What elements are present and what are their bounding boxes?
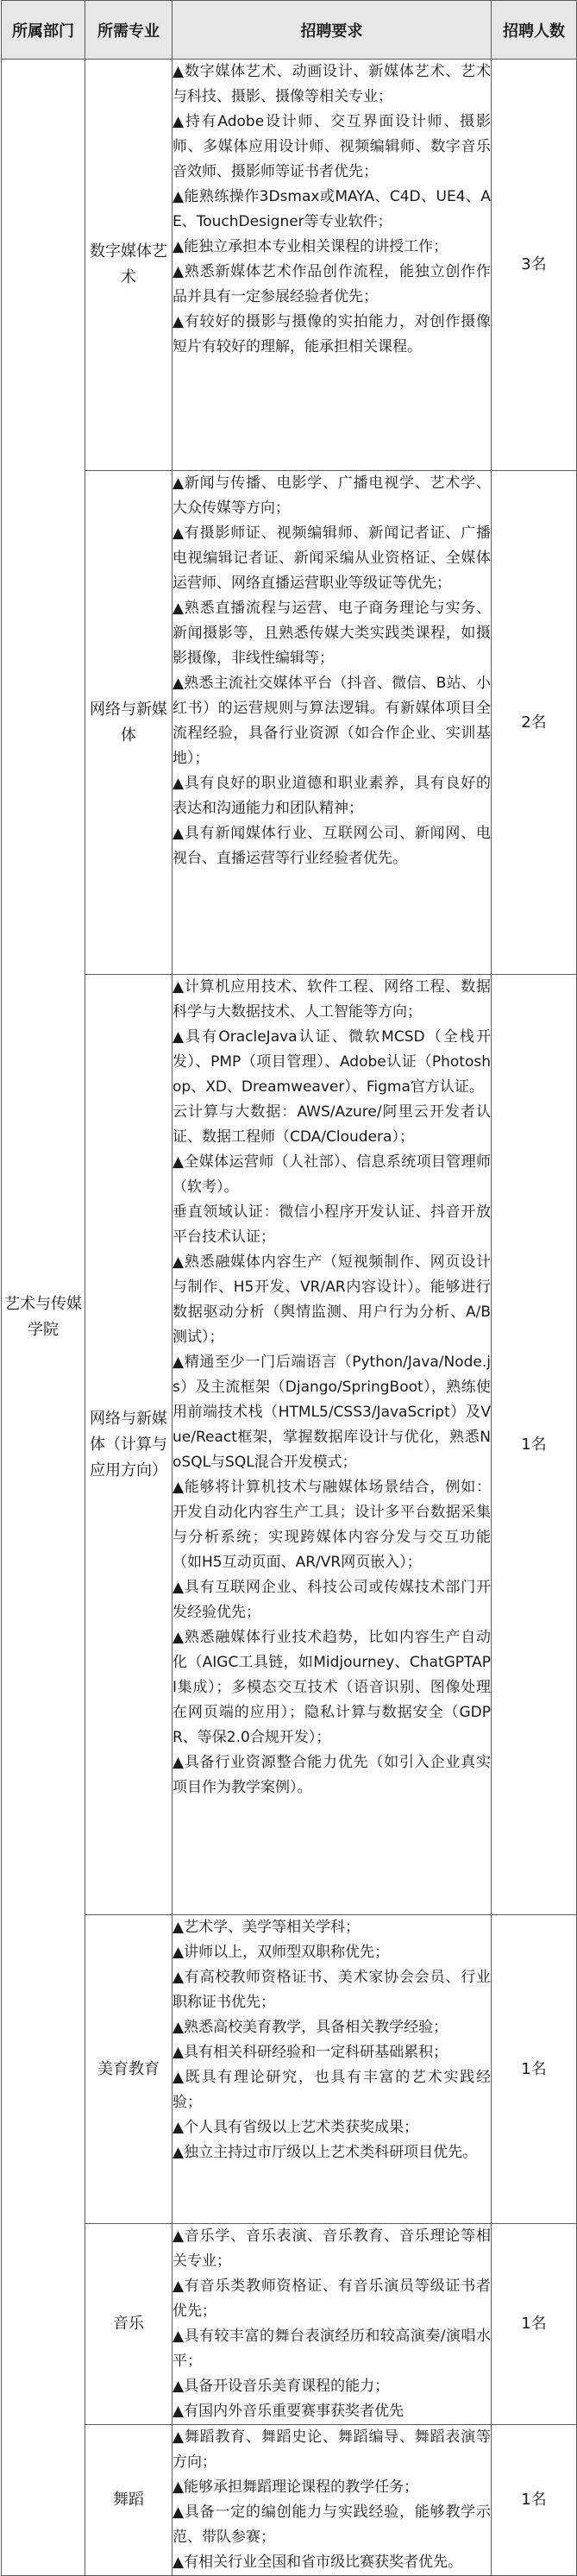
requirement-item: ▲持有Adobe设计师、交互界面设计师、摄影师、多媒体应用设计师、视频编辑师、数字音乐音效师、摄影师等证书者优先； bbox=[172, 113, 491, 180]
requirement-item: ▲讲师以上，双师型双职称优先； bbox=[172, 1944, 390, 1961]
requirement-item: ▲具有OracleJava认证、微软MCSD（全栈开发）、PMP（项目管理）、Adobe认证（Photoshop、XD、Dreamweaver）、Figma官方认证。 bbox=[172, 1028, 491, 1096]
requirement-item: ▲有高校教师资格证书、美术家协会会员、行业职称证书优先； bbox=[172, 1969, 491, 2011]
table-row bbox=[2, 975, 577, 1915]
header-row bbox=[2, 1, 577, 60]
requirements-cell bbox=[172, 2425, 492, 2576]
count-cell: 3名 bbox=[492, 60, 577, 471]
requirement-item: ▲新闻与传播、电影学、广播电视学、艺术学、大众传媒等方向； bbox=[172, 474, 491, 517]
table-row bbox=[2, 2425, 577, 2576]
requirement-item: ▲数字媒体艺术、动画设计、新媒体艺术、艺术与科技、摄影、摄像等相关专业； bbox=[172, 63, 491, 105]
major-cell: 网络与新媒体（计算与应用方向） bbox=[85, 975, 172, 1915]
requirements-cell bbox=[172, 60, 492, 471]
requirement-item: ▲艺术学、美学等相关学科； bbox=[172, 1919, 361, 1936]
header-count: 招聘人数 bbox=[492, 1, 577, 60]
requirement-item: ▲计算机应用技术、软件工程、网络工程、数据科学与大数据技术、人工智能等方向； bbox=[172, 978, 491, 1021]
requirement-item: ▲具有相关科研经验和一定科研基础累积； bbox=[172, 2044, 448, 2061]
requirement-item: ▲具有良好的职业道德和职业素养，具有良好的表达和沟通能力和团队精神； bbox=[172, 775, 491, 817]
count-cell: 1名 bbox=[492, 2425, 577, 2576]
requirement-item: 垂直领域认证：微信小程序开发认证、抖音开放平台技术认证； bbox=[172, 1203, 491, 1246]
major-cell: 音乐 bbox=[85, 2224, 172, 2425]
requirements-cell bbox=[172, 471, 492, 975]
requirement-item: ▲熟悉融媒体行业技术趋势，比如内容生产自动化（AIGC工具链，如Midjourney、ChatGPTAPI集成）；多模态交互技术（语音识别、图像处理在网页端的应用）；隐私计算与数据安全（GDPR、等保2.0合规开发）； bbox=[172, 1629, 491, 1746]
requirement-item: ▲能够将计算机技术与融媒体场景结合，例如：开发自动化内容生产工具；设计多平台数据采集与分析系统；实现跨媒体内容分发与交互功能（如H5互动页面、AR/VR网页嵌入）； bbox=[172, 1479, 491, 1571]
requirement-item: ▲具有互联网企业、科技公司或传媒技术部门开发经验优先； bbox=[172, 1579, 491, 1621]
requirement-item: ▲具备行业资源整合能力优先（如引入企业真实项目作为教学案例）。 bbox=[172, 1754, 491, 1796]
count-cell: 1名 bbox=[492, 2224, 577, 2425]
major-cell: 舞蹈 bbox=[85, 2425, 172, 2576]
requirements-cell bbox=[172, 2224, 492, 2425]
requirement-item: ▲既具有理论研究，也具有丰富的艺术实践经验； bbox=[172, 2069, 491, 2111]
recruitment-table bbox=[1, 0, 577, 2576]
requirement-item: ▲独立主持过市厅级以上艺术类科研项目优先。 bbox=[172, 2144, 478, 2161]
requirement-item: ▲具备开设音乐美育课程的能力； bbox=[172, 2378, 390, 2395]
requirement-item: ▲熟悉新媒体艺术作品创作流程，能独立创作作品并具有一定参展经验者优先； bbox=[172, 263, 491, 305]
count-cell: 1名 bbox=[492, 975, 577, 1915]
major-cell: 美育教育 bbox=[85, 1915, 172, 2224]
header-department: 所属部门 bbox=[2, 1, 85, 60]
requirement-item: ▲有较好的摄影与摄像的实拍能力，对创作摄像短片有较好的理解，能承担相关课程。 bbox=[172, 313, 491, 355]
requirements-cell bbox=[172, 975, 492, 1915]
requirement-item: ▲能够承担舞蹈理论课程的教学任务； bbox=[172, 2479, 419, 2496]
table-row bbox=[2, 471, 577, 975]
requirement-item: 云计算与大数据：AWS/Azure/阿里云开发者认证、数据工程师（CDA/Cloudera）； bbox=[172, 1103, 491, 1146]
table-row bbox=[2, 2224, 577, 2425]
header-requirements: 招聘要求 bbox=[172, 1, 492, 60]
requirement-item: ▲有国内外音乐重要赛事获奖者优先 bbox=[172, 2403, 405, 2420]
header-major: 所需专业 bbox=[85, 1, 172, 60]
requirement-item: ▲熟悉融媒体内容生产（短视频制作、网页设计与制作、H5开发、VR/AR内容设计）。能够进行数据驱动分析（舆情监测、用户行为分析、A/B测试）； bbox=[172, 1253, 491, 1346]
requirement-item: ▲全媒体运营师（人社部）、信息系统项目管理师（软考）。 bbox=[172, 1153, 491, 1196]
table-row bbox=[2, 1915, 577, 2224]
requirement-item: ▲具备一定的编创能力与实践经验，能够教学示范、带队参赛； bbox=[172, 2504, 491, 2546]
requirement-item: ▲具有较丰富的舞台表演经历和较高演奏/演唱水平； bbox=[172, 2328, 491, 2370]
major-cell: 数字媒体艺术 bbox=[85, 60, 172, 471]
requirement-item: ▲精通至少一门后端语言（Python/Java/Node.js）及主流框架（Django/SpringBoot），熟练使用前端技术栈（HTML5/CSS3/JavaScript）及Vue/React框架，掌握数据库设计与优化，熟悉NoSQL与SQL混合开发模式； bbox=[172, 1354, 491, 1471]
requirement-item: ▲有音乐类教师资格证、有音乐演员等级证书者优先； bbox=[172, 2278, 491, 2320]
requirement-item: ▲音乐学、音乐表演、音乐教育、音乐理论等相关专业； bbox=[172, 2227, 491, 2270]
major-cell: 网络与新媒体 bbox=[85, 471, 172, 975]
count-cell: 2名 bbox=[492, 471, 577, 975]
requirement-item: ▲个人具有省级以上艺术类获奖成果； bbox=[172, 2119, 419, 2136]
requirement-item: ▲有相关行业全国和省市级比赛获奖者优先。 bbox=[172, 2554, 463, 2571]
requirement-item: ▲能熟练操作3Dsmax或MAYA、C4D、UE4、AE、TouchDesigner等专业软件； bbox=[172, 188, 491, 230]
requirement-item: ▲舞蹈教育、舞蹈史论、舞蹈编导、舞蹈表演等方向； bbox=[172, 2428, 491, 2471]
department-cell: 艺术与传媒学院 bbox=[2, 60, 85, 2576]
count-cell: 1名 bbox=[492, 1915, 577, 2224]
requirement-item: ▲熟悉高校美育教学，具备相关教学经验； bbox=[172, 2019, 448, 2036]
requirement-item: ▲有摄影师证、视频编辑师、新闻记者证、广播电视编辑记者证、新闻采编从业资格证、全媒体运营师、网络直播运营职业等级证等优先； bbox=[172, 525, 491, 592]
requirement-item: ▲熟悉直播流程与运营、电子商务理论与实务、新闻摄影等，且熟悉传媒大类实践类课程，如摄影摄像，非线性编辑等； bbox=[172, 600, 491, 667]
requirement-item: ▲熟悉主流社交媒体平台（抖音、微信、B站、小红书）的运营规则与算法逻辑。有新媒体项目全流程经验，具备行业资源（如合作企业、实训基地）； bbox=[172, 675, 491, 767]
requirement-item: ▲能独立承担本专业相关课程的讲授工作； bbox=[172, 238, 448, 255]
requirements-cell bbox=[172, 1915, 492, 2224]
table-row bbox=[2, 60, 577, 471]
requirement-item: ▲具有新闻媒体行业、互联网公司、新闻网、电视台、直播运营等行业经验者优先。 bbox=[172, 825, 491, 867]
